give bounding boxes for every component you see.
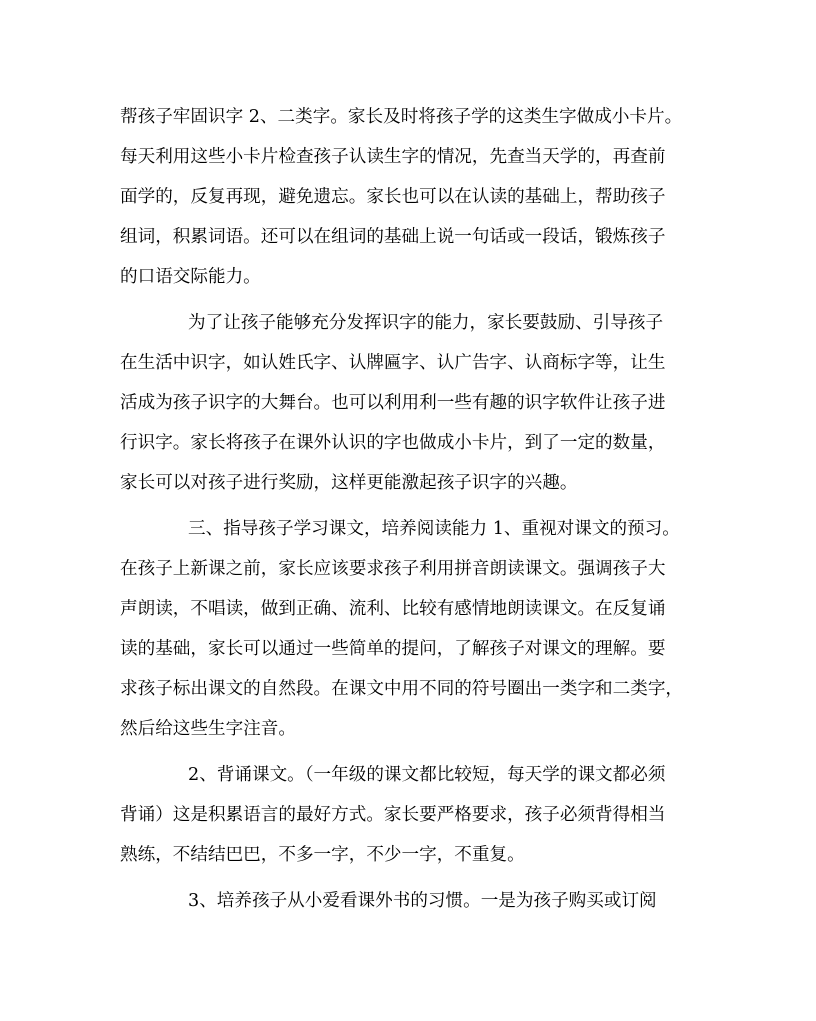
- text-line: 家长可以对孩子进行奖励，这样更能激起孩子识字的兴趣。: [120, 473, 578, 493]
- text-line: 熟练，不结结巴巴，不多一字，不少一字，不重复。: [120, 845, 525, 865]
- text-line: 声朗读，不唱读，做到正确、流利、比较有感情地朗读课文。在反复诵: [120, 599, 666, 619]
- text-line: 帮孩子牢固识字 2、二类字。家长及时将孩子学的这类生字做成小卡片。: [120, 107, 683, 127]
- text-line: 活成为孩子识字的大舞台。也可以利用利一些有趣的识字软件让孩子进: [120, 393, 666, 413]
- text-line: 三、指导孩子学习课文，培养阅读能力 1、重视对课文的预习。: [188, 519, 680, 539]
- text-line: 为了让孩子能够充分发挥识字的能力，家长要鼓励、引导孩子: [188, 313, 664, 333]
- text-line: 面学的，反复再现，避免遗忘。家长也可以在认读的基础上，帮助孩子: [120, 187, 666, 207]
- text-line: 的口语交际能力。: [120, 267, 261, 287]
- text-line: 读的基础，家长可以通过一些简单的提问，了解孩子对课文的理解。要: [120, 639, 666, 659]
- text-line: 3、培养孩子从小爱看课外书的习惯。一是为孩子购买或订阅: [188, 891, 657, 911]
- text-line: 2、背诵课文。（一年级的课文都比较短，每天学的课文都必须: [188, 765, 666, 785]
- text-line: 每天利用这些小卡片检查孩子认读生字的情况，先查当天学的，再查前: [120, 147, 666, 167]
- text-line: 在孩子上新课之前，家长应该要求孩子利用拼音朗读课文。强调孩子大: [120, 559, 666, 579]
- text-line: 在生活中识字，如认姓氏字、认牌匾字、认广告字、认商标字等，让生: [120, 353, 666, 373]
- text-line: 然后给这些生字注音。: [120, 719, 296, 739]
- text-line: 求孩子标出课文的自然段。在课文中用不同的符号圈出一类字和二类字，: [120, 679, 684, 699]
- text-line: 背诵）这是积累语言的最好方式。家长要严格要求，孩子必须背得相当: [120, 805, 666, 825]
- text-line: 行识字。家长将孩子在课外认识的字也做成小卡片，到了一定的数量，: [120, 433, 666, 453]
- text-line: 组词，积累词语。还可以在组词的基础上说一句话或一段话，锻炼孩子: [120, 227, 666, 247]
